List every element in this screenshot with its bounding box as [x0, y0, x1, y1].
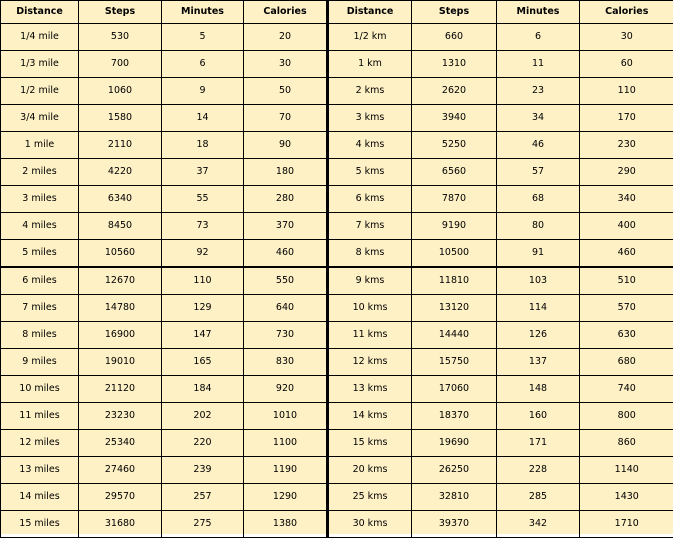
cell-distance-km: 15 kms: [328, 430, 412, 457]
cell-distance-km: 30 kms: [328, 511, 412, 538]
cell-calories-km: 460: [580, 240, 673, 268]
cell-steps-km: 7870: [412, 186, 497, 213]
cell-steps-miles: 700: [79, 51, 162, 78]
table-row: [1, 376, 673, 403]
cell-minutes-km: 23: [497, 78, 580, 105]
table-row: [1, 240, 673, 268]
cell-steps-miles: 23230: [79, 403, 162, 430]
cell-minutes-miles: 18: [162, 132, 244, 159]
cell-distance-miles: 4 miles: [1, 213, 79, 240]
cell-steps-miles: 25340: [79, 430, 162, 457]
cell-steps-miles: 530: [79, 24, 162, 51]
cell-minutes-miles: 110: [162, 267, 244, 295]
cell-steps-km: 11810: [412, 267, 497, 295]
cell-minutes-km: 80: [497, 213, 580, 240]
cell-steps-miles: 16900: [79, 322, 162, 349]
cell-calories-km: 340: [580, 186, 673, 213]
cell-steps-km: 39370: [412, 511, 497, 538]
cell-calories-miles: 280: [244, 186, 328, 213]
cell-distance-miles: 6 miles: [1, 267, 79, 295]
cell-distance-miles: 7 miles: [1, 295, 79, 322]
cell-minutes-miles: 14: [162, 105, 244, 132]
cell-calories-km: 400: [580, 213, 673, 240]
cell-distance-km: 8 kms: [328, 240, 412, 268]
cell-distance-miles: 10 miles: [1, 376, 79, 403]
cell-distance-km: 2 kms: [328, 78, 412, 105]
cell-distance-miles: 3/4 mile: [1, 105, 79, 132]
cell-steps-km: 1310: [412, 51, 497, 78]
cell-steps-miles: 10560: [79, 240, 162, 268]
table-row: [1, 295, 673, 322]
cell-distance-km: 9 kms: [328, 267, 412, 295]
cell-minutes-km: 137: [497, 349, 580, 376]
table-row: [1, 132, 673, 159]
cell-steps-miles: 12670: [79, 267, 162, 295]
cell-steps-miles: 8450: [79, 213, 162, 240]
cell-minutes-miles: 220: [162, 430, 244, 457]
cell-minutes-miles: 5: [162, 24, 244, 51]
table-row: [1, 511, 673, 538]
header-calories-miles: Calories: [244, 1, 328, 24]
header-steps-km: Steps: [412, 1, 497, 24]
cell-steps-km: 10500: [412, 240, 497, 268]
cell-steps-km: 6560: [412, 159, 497, 186]
cell-steps-miles: 1580: [79, 105, 162, 132]
cell-minutes-miles: 184: [162, 376, 244, 403]
cell-calories-km: 1710: [580, 511, 673, 538]
cell-steps-km: 32810: [412, 484, 497, 511]
cell-minutes-km: 114: [497, 295, 580, 322]
cell-steps-miles: 14780: [79, 295, 162, 322]
cell-distance-km: 6 kms: [328, 186, 412, 213]
cell-calories-km: 800: [580, 403, 673, 430]
cell-minutes-km: 228: [497, 457, 580, 484]
cell-minutes-miles: 37: [162, 159, 244, 186]
table-row: [1, 51, 673, 78]
cell-distance-miles: 12 miles: [1, 430, 79, 457]
table-row: [1, 78, 673, 105]
cell-minutes-km: 46: [497, 132, 580, 159]
cell-steps-km: 5250: [412, 132, 497, 159]
cell-distance-miles: 1/4 mile: [1, 24, 79, 51]
cell-minutes-miles: 202: [162, 403, 244, 430]
cell-minutes-km: 34: [497, 105, 580, 132]
cell-minutes-miles: 165: [162, 349, 244, 376]
cell-distance-km: 3 kms: [328, 105, 412, 132]
cell-minutes-km: 126: [497, 322, 580, 349]
cell-steps-miles: 29570: [79, 484, 162, 511]
cell-distance-km: 1 km: [328, 51, 412, 78]
cell-calories-km: 1140: [580, 457, 673, 484]
cell-calories-miles: 830: [244, 349, 328, 376]
cell-distance-km: 4 kms: [328, 132, 412, 159]
cell-calories-km: 290: [580, 159, 673, 186]
table-row: [1, 403, 673, 430]
cell-calories-miles: 1190: [244, 457, 328, 484]
cell-calories-miles: 50: [244, 78, 328, 105]
cell-steps-km: 2620: [412, 78, 497, 105]
cell-distance-miles: 5 miles: [1, 240, 79, 268]
cell-calories-miles: 1380: [244, 511, 328, 538]
cell-distance-km: 11 kms: [328, 322, 412, 349]
cell-minutes-km: 6: [497, 24, 580, 51]
cell-distance-km: 7 kms: [328, 213, 412, 240]
cell-minutes-km: 171: [497, 430, 580, 457]
cell-calories-miles: 70: [244, 105, 328, 132]
cell-calories-km: 110: [580, 78, 673, 105]
cell-steps-km: 17060: [412, 376, 497, 403]
cell-steps-km: 26250: [412, 457, 497, 484]
cell-distance-miles: 8 miles: [1, 322, 79, 349]
cell-distance-km: 20 kms: [328, 457, 412, 484]
cell-calories-km: 230: [580, 132, 673, 159]
header-steps-miles: Steps: [79, 1, 162, 24]
cell-steps-miles: 27460: [79, 457, 162, 484]
cell-minutes-miles: 257: [162, 484, 244, 511]
cell-steps-km: 3940: [412, 105, 497, 132]
cell-steps-miles: 6340: [79, 186, 162, 213]
cell-distance-miles: 1/3 mile: [1, 51, 79, 78]
cell-distance-miles: 3 miles: [1, 186, 79, 213]
cell-distance-km: 13 kms: [328, 376, 412, 403]
cell-distance-miles: 1/2 mile: [1, 78, 79, 105]
cell-minutes-km: 68: [497, 186, 580, 213]
cell-distance-km: 5 kms: [328, 159, 412, 186]
table-row: [1, 213, 673, 240]
cell-minutes-miles: 55: [162, 186, 244, 213]
cell-steps-miles: 4220: [79, 159, 162, 186]
cell-distance-miles: 1 mile: [1, 132, 79, 159]
cell-minutes-km: 57: [497, 159, 580, 186]
cell-steps-miles: 21120: [79, 376, 162, 403]
cell-distance-km: 1/2 km: [328, 24, 412, 51]
cell-steps-km: 15750: [412, 349, 497, 376]
cell-calories-miles: 90: [244, 132, 328, 159]
cell-steps-km: 660: [412, 24, 497, 51]
cell-calories-km: 680: [580, 349, 673, 376]
header-minutes-miles: Minutes: [162, 1, 244, 24]
cell-steps-miles: 1060: [79, 78, 162, 105]
cell-distance-miles: 11 miles: [1, 403, 79, 430]
table-row: [1, 267, 673, 295]
cell-distance-km: 10 kms: [328, 295, 412, 322]
cell-distance-km: 14 kms: [328, 403, 412, 430]
cell-calories-km: 60: [580, 51, 673, 78]
cell-minutes-km: 285: [497, 484, 580, 511]
cell-calories-km: 740: [580, 376, 673, 403]
cell-distance-miles: 15 miles: [1, 511, 79, 538]
cell-calories-miles: 1290: [244, 484, 328, 511]
cell-steps-km: 14440: [412, 322, 497, 349]
table-row: [1, 484, 673, 511]
cell-steps-km: 19690: [412, 430, 497, 457]
cell-steps-miles: 19010: [79, 349, 162, 376]
cell-calories-miles: 370: [244, 213, 328, 240]
cell-calories-miles: 920: [244, 376, 328, 403]
cell-calories-km: 510: [580, 267, 673, 295]
table-row: [1, 24, 673, 51]
cell-steps-miles: 31680: [79, 511, 162, 538]
header-calories-km: Calories: [580, 1, 673, 24]
header-distance-km: Distance: [328, 1, 412, 24]
table-row: [1, 430, 673, 457]
header-distance-miles: Distance: [1, 1, 79, 24]
cell-minutes-km: 103: [497, 267, 580, 295]
header-row: [1, 1, 673, 24]
cell-minutes-miles: 129: [162, 295, 244, 322]
cell-distance-miles: 2 miles: [1, 159, 79, 186]
cell-minutes-km: 148: [497, 376, 580, 403]
cell-minutes-miles: 147: [162, 322, 244, 349]
cell-minutes-miles: 239: [162, 457, 244, 484]
table-row: [1, 159, 673, 186]
cell-calories-km: 630: [580, 322, 673, 349]
cell-distance-km: 25 kms: [328, 484, 412, 511]
cell-distance-km: 12 kms: [328, 349, 412, 376]
cell-distance-miles: 14 miles: [1, 484, 79, 511]
cell-minutes-km: 160: [497, 403, 580, 430]
table-row: [1, 349, 673, 376]
cell-calories-km: 860: [580, 430, 673, 457]
cell-calories-miles: 20: [244, 24, 328, 51]
cell-minutes-miles: 73: [162, 213, 244, 240]
cell-calories-km: 570: [580, 295, 673, 322]
cell-calories-km: 170: [580, 105, 673, 132]
table-row: [1, 322, 673, 349]
cell-calories-miles: 640: [244, 295, 328, 322]
cell-calories-miles: 180: [244, 159, 328, 186]
cell-minutes-miles: 275: [162, 511, 244, 538]
table-row: [1, 457, 673, 484]
cell-steps-km: 13120: [412, 295, 497, 322]
cell-steps-km: 18370: [412, 403, 497, 430]
cell-calories-km: 1430: [580, 484, 673, 511]
table-row: [1, 186, 673, 213]
cell-calories-miles: 730: [244, 322, 328, 349]
cell-minutes-miles: 9: [162, 78, 244, 105]
cell-distance-miles: 13 miles: [1, 457, 79, 484]
cell-minutes-miles: 92: [162, 240, 244, 268]
cell-calories-miles: 1100: [244, 430, 328, 457]
cell-minutes-km: 91: [497, 240, 580, 268]
cell-calories-miles: 550: [244, 267, 328, 295]
header-minutes-km: Minutes: [497, 1, 580, 24]
cell-steps-km: 9190: [412, 213, 497, 240]
cell-calories-miles: 460: [244, 240, 328, 268]
cell-minutes-km: 342: [497, 511, 580, 538]
cell-calories-km: 30: [580, 24, 673, 51]
cell-minutes-miles: 6: [162, 51, 244, 78]
table-row: [1, 105, 673, 132]
cell-calories-miles: 1010: [244, 403, 328, 430]
cell-steps-miles: 2110: [79, 132, 162, 159]
cell-minutes-km: 11: [497, 51, 580, 78]
cell-distance-miles: 9 miles: [1, 349, 79, 376]
cell-calories-miles: 30: [244, 51, 328, 78]
